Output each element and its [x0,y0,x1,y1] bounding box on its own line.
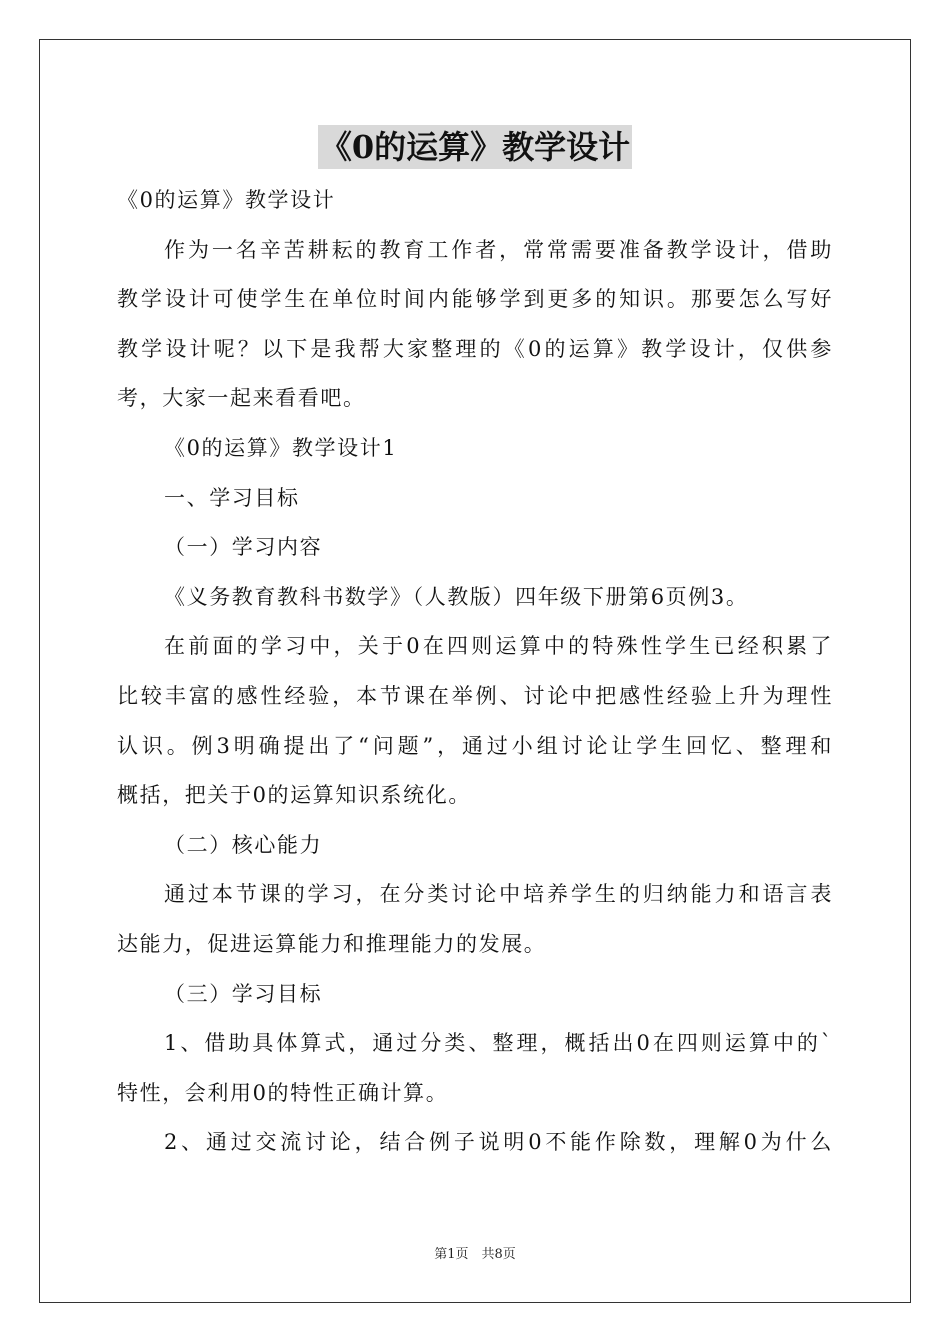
section-heading: 一、学习目标 [164,485,300,510]
paragraph-line: 达能力，促进运算能力和推理能力的发展。 [117,931,547,956]
paragraph-line: 在前面的学习中，关于0在四则运算中的特殊性学生已经积累了 [164,634,833,659]
paragraph-line: 通过本节课的学习，在分类讨论中培养学生的归纳能力和语言表 [164,882,833,907]
paragraph-line: 教学设计可使学生在单位时间内能够学到更多的知识。那要怎么写好 [117,287,833,312]
paragraph-line: 教学设计呢？以下是我帮大家整理的《0的运算》教学设计，仅供参 [117,336,833,361]
paragraph-line: 概括，把关于0的运算知识系统化。 [117,783,471,808]
paragraph-line: 1、借助具体算式，通过分类、整理，概括出0在四则运算中的` [164,1031,833,1056]
paragraph-line: 作为一名辛苦耕耘的教育工作者，常常需要准备教学设计，借助 [164,237,833,262]
paragraph-line: 考，大家一起来看看吧。 [117,386,366,411]
paragraph-line: 《义务教育教科书数学》（人教版）四年级下册第6页例3。 [164,584,749,609]
subsection-heading: （三）学习目标 [164,981,323,1006]
paragraph-line: 特性，会利用0的特性正确计算。 [117,1080,449,1105]
document-title: 《0的运算》教学设计 [318,125,632,169]
document-body [117,176,833,1168]
section-heading: 《0的运算》教学设计1 [164,435,398,460]
subtitle-line: 《0的运算》教学设计 [117,188,336,212]
paragraph-line: 比较丰富的感性经验，本节课在举例、讨论中把感性经验上升为理性 [117,683,833,708]
title-container [0,125,950,169]
subsection-heading: （二）核心能力 [164,832,323,857]
page-footer: 第1页 共8页 [434,1247,516,1262]
paragraph-line: 认识。例3明确提出了“问题”，通过小组讨论让学生回忆、整理和 [117,733,833,758]
paragraph-line: 2、通过交流讨论，结合例子说明0不能作除数，理解0为什么 [164,1130,833,1155]
subsection-heading: （一）学习内容 [164,535,323,560]
